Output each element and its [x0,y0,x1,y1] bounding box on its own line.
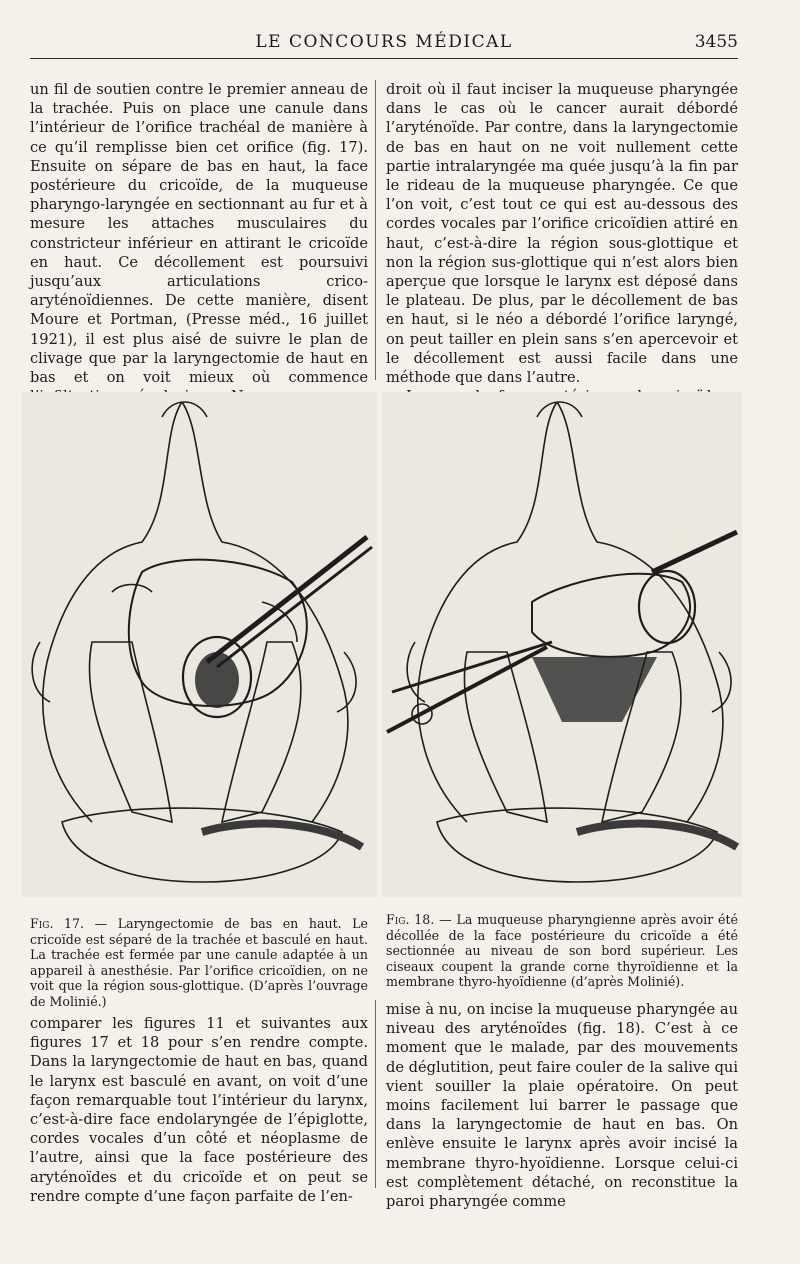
paragraph: droit où il faut inciser la muqueuse pharyngée dans le cas où le cancer aurait débordé l’aryténoïde. Par contre, dans la laryngectomie de bas en haut on ne voit nullement cette partie intralaryngée ma quée jusqu’à la fin par le rideau de la muqueuse pharyngée. Ce que l’on voit, c’est tout ce qui est au-dessous des cordes vocales par l’orifice cricoïdien attiré en haut, c’est-à-dire la région sous-glottique et non la région sus-glottique qui n’est alors bien aperçue que lorsque le larynx est déposé dans le plateau. De plus, par le décollement de bas en haut, si le néo a débordé l’orifice laryngé, on peut tailler en plein sans s’en apercevoir et le décollement est aussi facile dans une méthode que dans l’autre. [386,81,738,387]
column-divider-top [375,80,376,380]
page-number: 3455 [694,32,738,52]
figure-17-illustration [22,392,377,897]
journal-title: LE CONCOURS MÉDICAL [255,32,513,52]
figure-18-label: Fig. 18. [386,912,435,927]
column-divider-bottom [375,1000,376,1188]
figure-18-caption-text: — La muqueuse pharyngienne après avoir été décollée de la face postérieure du cricoïde a été sectionnée au niveau de son bord supérieur. Les ciseaux coupent la grande corne thyroïdienne et la membrane thyro-hyoïdienne (d’après Molinié). [386,912,738,990]
figure-17-caption-text: — Laryngectomie de bas en haut. Le cricoïde est séparé de la trachée et basculé en haut. La trachée est fermée par une canule adaptée à un appareil à anesthésie. Par l’orifice cricoïdien, on ne voit que la région sous-glottique. (D’après l’ouvrage de Molinié.) [30,916,368,1009]
figure-18-illustration [382,392,742,897]
text-column-bottom-left [30,1014,368,1206]
figure-17-caption [30,916,368,1010]
running-header [30,30,738,59]
text-column-top-left [30,80,368,445]
paragraph: un fil de soutien contre le premier anneau de la trachée. Puis on place une canule dans l’intérieur de l’orifice trachéal de manière à ce qu’il remplisse bien cet orifice (fig. 17). Ensuite on sépare de bas en haut, la face postérieure du cricoïde, de la muqueuse pharyngo-laryngée en sectionnant au fur et à mesure les attaches musculaires du constricteur inférieur en attirant le cricoïde en haut. Ce décollement est poursuivi jusqu’aux articulations crico-aryténoïdiennes. De cette manière, disent Moure et Portman, (Presse méd., 16 juillet 1921), il est plus aisé de suivre le plan de clivage que par la laryngectomie de haut en bas et on voit mieux où commence [30,81,368,387]
paragraph: mise à nu, on incise la muqueuse pharyngée au niveau des aryténoïdes (fig. 18). C’est à ce moment que le malade, par des mouvements de déglutition, peut faire couler de la salive qui vient souiller la plaie opératoire. On peut moins facilement lui barrer le passage que dans la laryngectomie de haut en bas. On enlève ensuite le larynx après avoir incisé la membrane thyro-hyoïdienne. Lorsque celui-ci est complètement détaché, on reconstitue la paroi pharyngée comme [386,1001,738,1211]
figure-17-label: Fig. 17. [30,916,85,931]
figure-18-caption [386,912,738,990]
text-column-bottom-right [386,1000,738,1211]
paragraph: comparer les figures 11 et suivantes aux figures 17 et 18 pour s’en rendre compte. Dans la laryngectomie de haut en bas, quand le larynx est basculé en avant, on voit d’une façon remarquable tout l’intérieur du larynx, c’est-à-dire face endolaryngée de l’épiglotte, cordes vocales d’un côté et néoplasme de l’autre, ainsi que la face postérieure des aryténoïdes et du cricoïde et on peut se rendre compte d’une façon parfaite de l’en- [30,1015,368,1205]
text-column-top-right [386,80,738,426]
